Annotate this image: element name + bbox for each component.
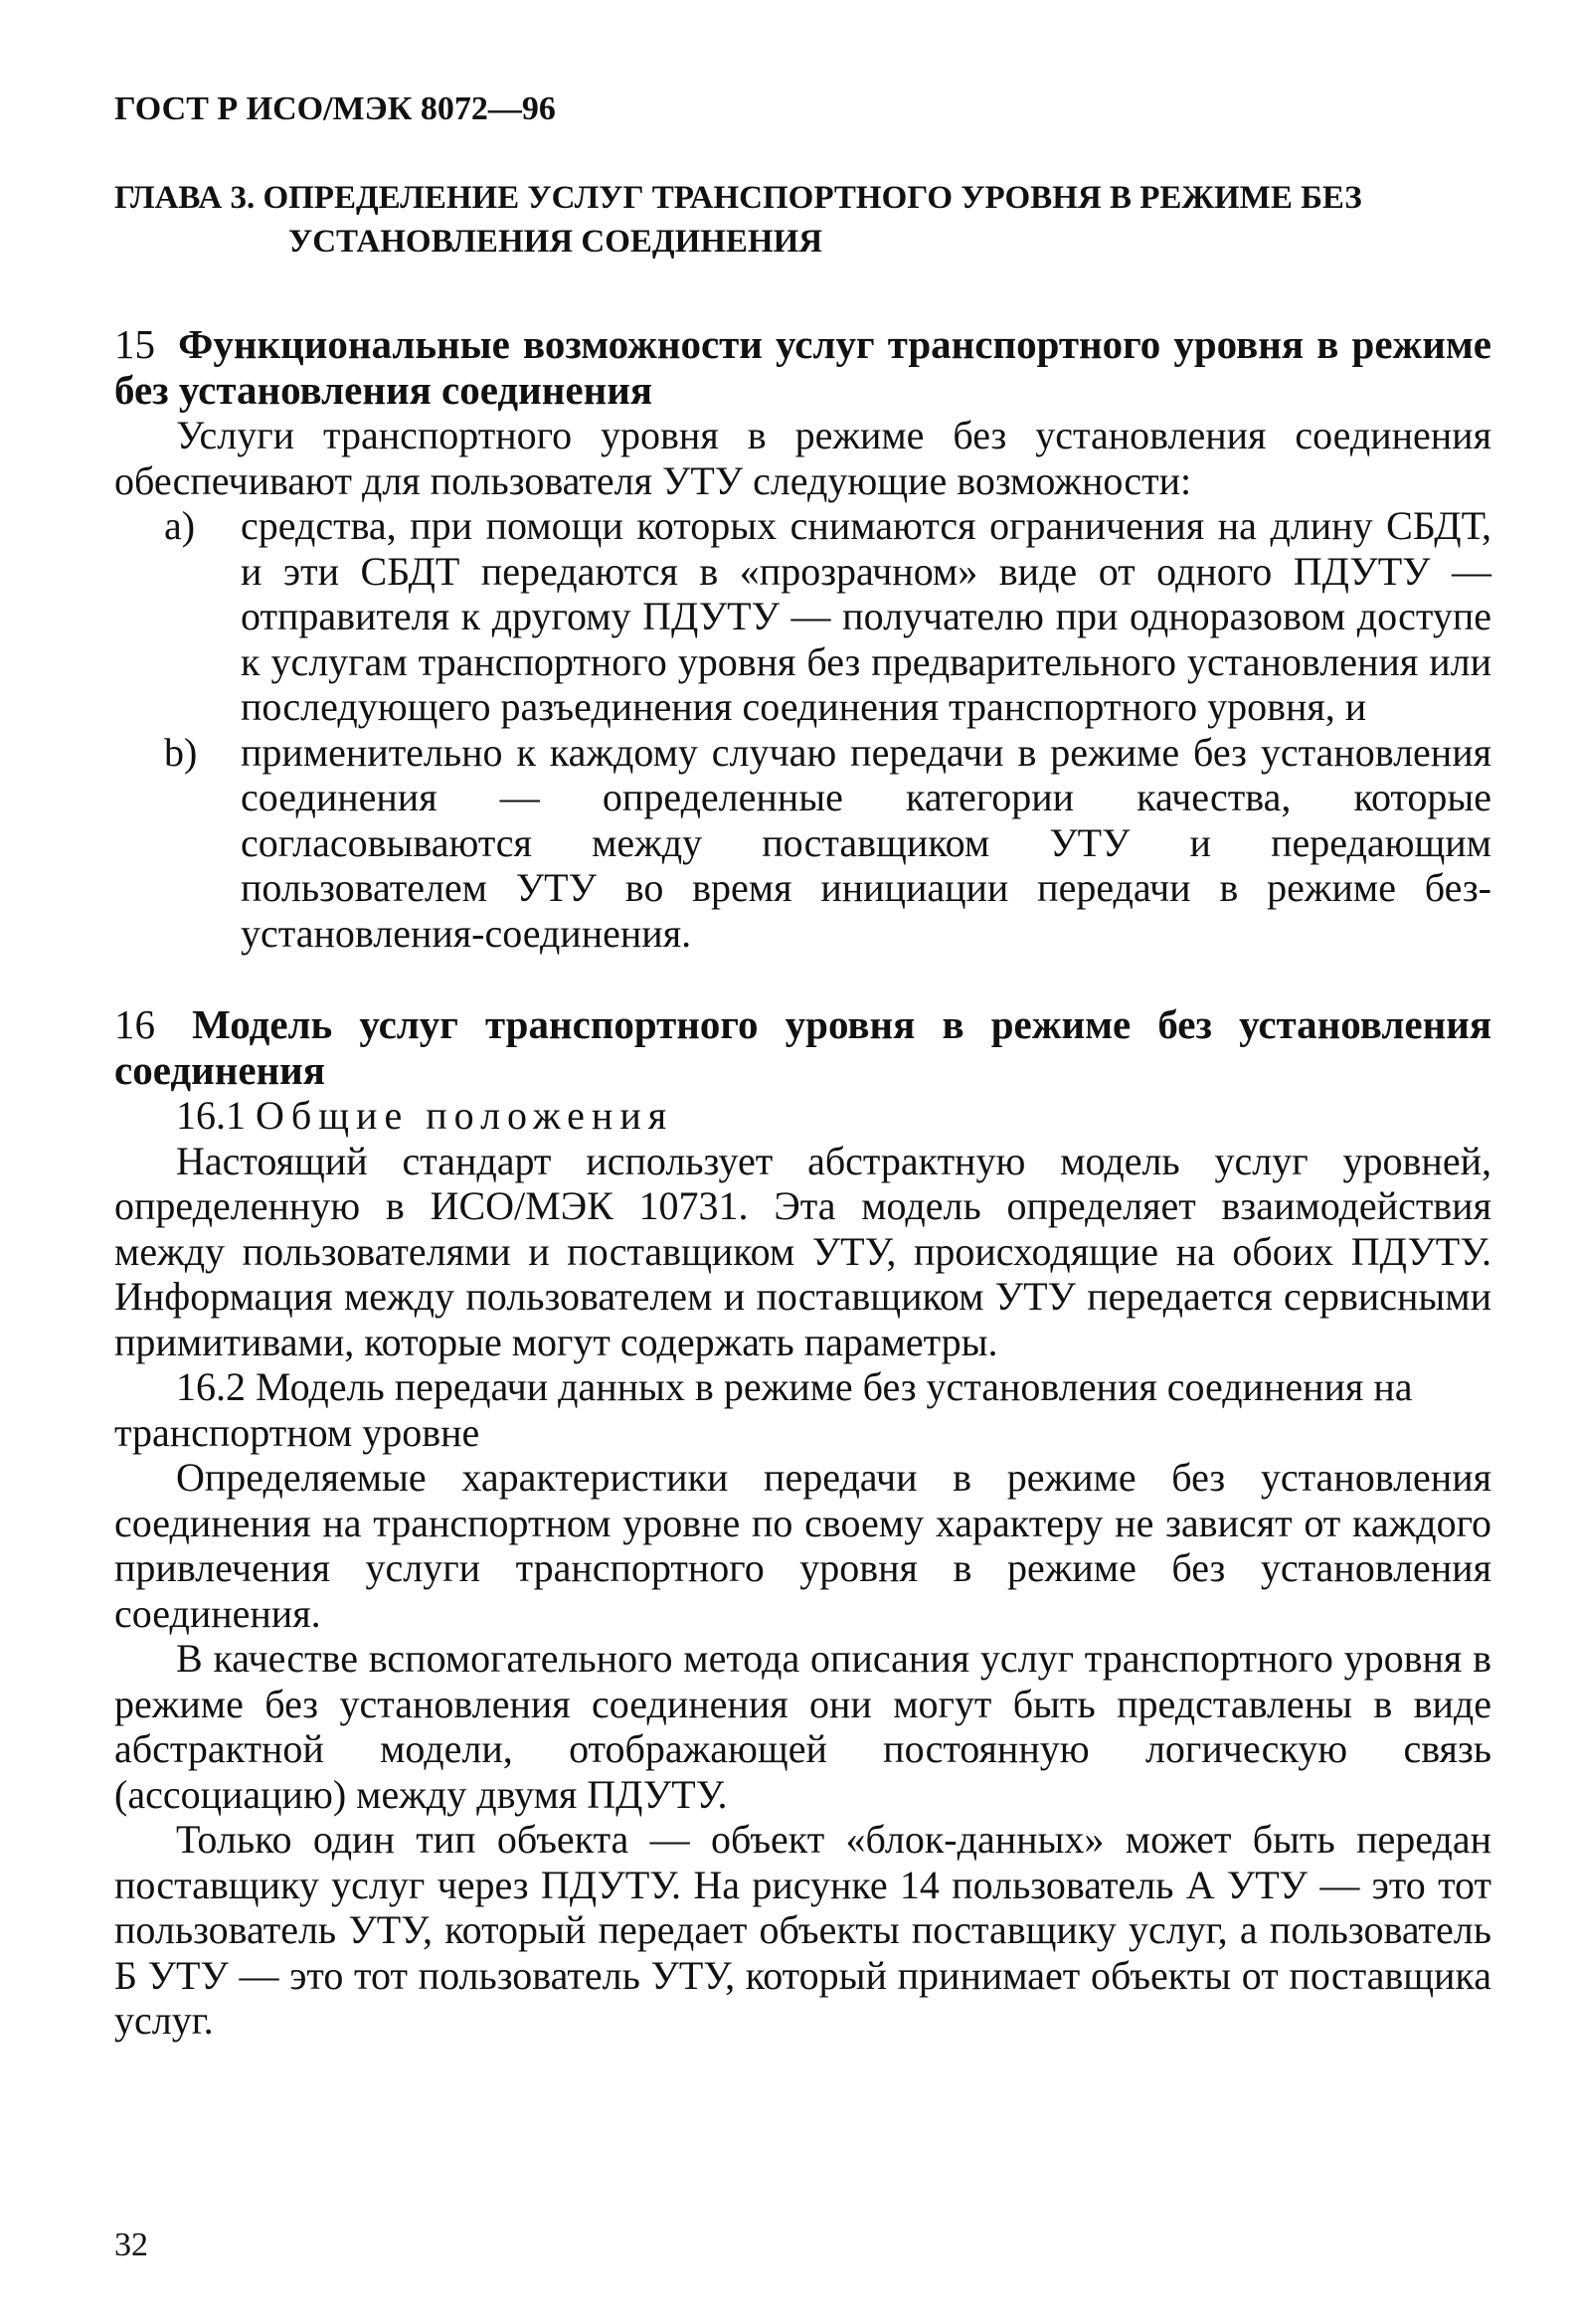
section-15-list <box>114 503 1491 956</box>
document-page <box>114 88 1491 2044</box>
list-item <box>114 503 1491 730</box>
section-15-title: Функциональные возможности услуг транспортного уровня в режиме без установления соединения <box>114 321 1491 413</box>
subsection-16-1-title: Общие положения <box>256 1093 674 1138</box>
section-15-heading <box>114 321 1491 413</box>
list-item-text: средства, при помощи которых снимаются ограничения на длину СБДТ, и эти СБДТ передаются в «прозрачном» виде от одного ПДУТУ — отправителя к другому ПДУТУ — получателю при одноразовом доступе к услугам транспортного уровня без предварительного установления или последующего разъединения соединения транспортного уровня, и <box>241 503 1491 729</box>
section-16-number: 16 <box>114 1001 155 1047</box>
document-id: ГОСТ Р ИСО/МЭК 8072—96 <box>114 90 556 127</box>
section-16-heading <box>114 1001 1491 1093</box>
section-15-intro: Услуги транспортного уровня в режиме без установления соединения обеспечивают для пользователя УТУ следующие возможности: <box>114 413 1491 503</box>
list-item-text: применительно к каждому случаю передачи в режиме без установления соединения — определенные категории качества, которые согласовываются между поставщиком УТУ и передающим пользователем УТУ во время инициации передачи в режиме без-установления-соединения. <box>241 729 1491 956</box>
paragraph: В качестве вспомогательного метода описания услуг транспортного уровня в режиме без установления соединения они могут быть представлены в виде абстрактной модели, отображающей постоянную логическую связь (ассоциацию) между двумя ПДУТУ. <box>114 1636 1491 1817</box>
list-item-marker: b) <box>164 729 198 775</box>
list-item <box>114 730 1491 957</box>
page-number: 32 <box>114 2227 148 2263</box>
paragraph: Определяемые характеристики передачи в режиме без установления соединения на транспортном уровне по своему характеру не зависят от каждого привлечения услуги транспортного уровня в режиме без установления соединения. <box>114 1455 1491 1636</box>
list-item-marker: a) <box>164 503 196 548</box>
section-16-title: Модель услуг транспортного уровня в режиме без установления соединения <box>114 1001 1491 1093</box>
section-15-number: 15 <box>114 321 155 367</box>
subsection-16-2-number: 16.2 <box>176 1364 246 1409</box>
chapter-title: ГЛАВА 3. ОПРЕДЕЛЕНИЕ УСЛУГ ТРАНСПОРТНОГО УРОВНЯ В РЕЖИМЕ БЕЗ УСТАНОВЛЕНИЯ СОЕДИНЕНИЯ <box>114 180 1362 260</box>
subsection-16-1-number: 16.1 <box>176 1093 246 1138</box>
subsection-16-2-title: Модель передачи данных в режиме без установления соединения на транспортном уровне <box>114 1364 1413 1455</box>
subsection-16-2-heading <box>114 1364 1491 1455</box>
subsection-16-1-text: Настоящий стандарт использует абстрактную модель услуг уровней, определенную в ИСО/МЭК 10731. Эта модель определяет взаимодействия между пользователями и поставщиком УТУ, происходящие на обоих ПДУТУ. Информация между пользователем и поставщиком УТУ передается сервисными примитивами, которые могут содержать параметры. <box>114 1138 1491 1364</box>
subsection-16-1-heading <box>114 1093 1491 1139</box>
paragraph: Только один тип объекта — объект «блок-данных» может быть передан поставщику услуг через ПДУТУ. На рисунке 14 пользователь А УТУ — это тот пользователь УТУ, который передает объекты поставщику услуг, а пользователь Б УТУ — это тот пользователь УТУ, который принимает объекты от поставщика услуг. <box>114 1817 1491 2043</box>
